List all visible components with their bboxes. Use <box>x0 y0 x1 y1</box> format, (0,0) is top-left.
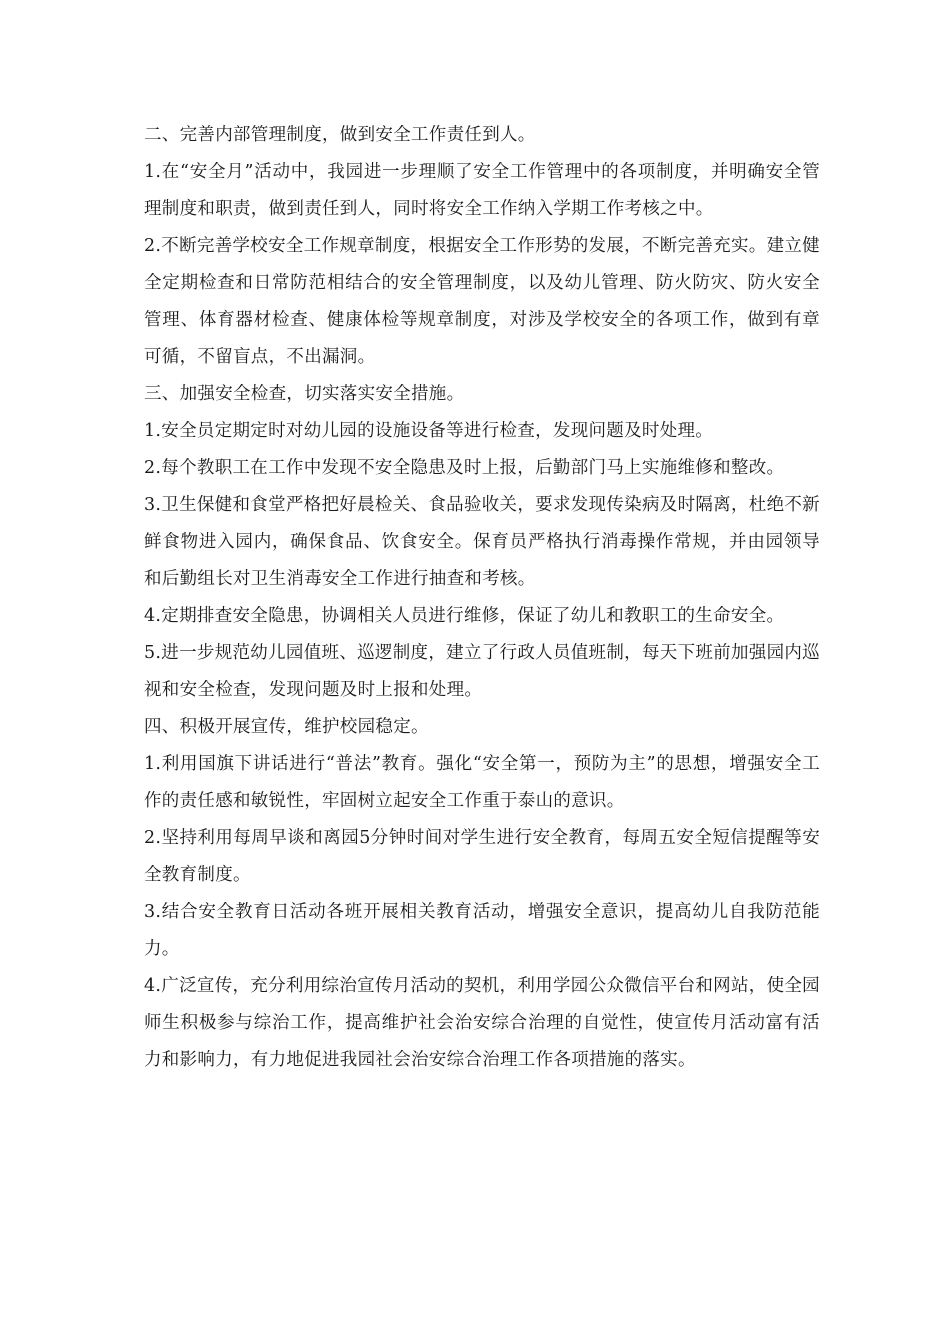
paragraph: 4.定期排查安全隐患，协调相关人员进行维修，保证了幼儿和教职工的生命安全。 <box>144 606 785 626</box>
paragraph: 2.每个教职工在工作中发现不安全隐患及时上报，后勤部门马上实施维修和整改。 <box>144 458 785 478</box>
paragraph: 3.结合安全教育日活动各班开展相关教育活动，增强安全意识，提高幼儿自我防范能力。 <box>144 902 820 959</box>
paragraph: 4.广泛宣传，充分利用综治宣传月活动的契机，利用学园公众微信平台和网站，使全园师生积极参与综治工作，提高维护社会治安综合治理的自觉性，使宣传月活动富有活力和影响力，有力地促进我园社会治安综合治理工作各项措施的落实。 <box>144 976 820 1070</box>
paragraph: 5.进一步规范幼儿园值班、巡逻制度，建立了行政人员值班制，每天下班前加强园内巡视和安全检查，发现问题及时上报和处理。 <box>144 643 820 700</box>
section-heading: 三、加强安全检查，切实落实安全措施。 <box>144 384 465 404</box>
paragraph: 1.在“安全月”活动中，我园进一步理顺了安全工作管理中的各项制度，并明确安全管理制度和职责，做到责任到人，同时将安全工作纳入学期工作考核之中。 <box>144 162 820 219</box>
paragraph: 2.不断完善学校安全工作规章制度，根据安全工作形势的发展，不断完善充实。建立健全定期检查和日常防范相结合的安全管理制度，以及幼儿管理、防火防灾、防火安全管理、体育器材检查、健康体检等规章制度，对涉及学校安全的各项工作，做到有章可循，不留盲点，不出漏洞。 <box>144 236 820 367</box>
section-heading: 二、完善内部管理制度，做到安全工作责任到人。 <box>144 125 536 145</box>
document-body <box>144 117 820 1079</box>
section-heading: 四、积极开展宣传，维护校园稳定。 <box>144 717 429 737</box>
paragraph: 1.安全员定期定时对幼儿园的设施设备等进行检查，发现问题及时处理。 <box>144 421 714 441</box>
paragraph: 2.坚持利用每周早谈和离园5分钟时间对学生进行安全教育，每周五安全短信提醒等安全教育制度。 <box>144 828 820 885</box>
paragraph: 3.卫生保健和食堂严格把好晨检关、食品验收关，要求发现传染病及时隔离，杜绝不新鲜食物进入园内，确保食品、饮食安全。保育员严格执行消毒操作常规，并由园领导和后勤组长对卫生消毒安全工作进行抽查和考核。 <box>144 495 820 589</box>
paragraph: 1.利用国旗下讲话进行“普法”教育。强化“安全第一，预防为主”的思想，增强安全工作的责任感和敏锐性，牢固树立起安全工作重于泰山的意识。 <box>144 754 820 811</box>
